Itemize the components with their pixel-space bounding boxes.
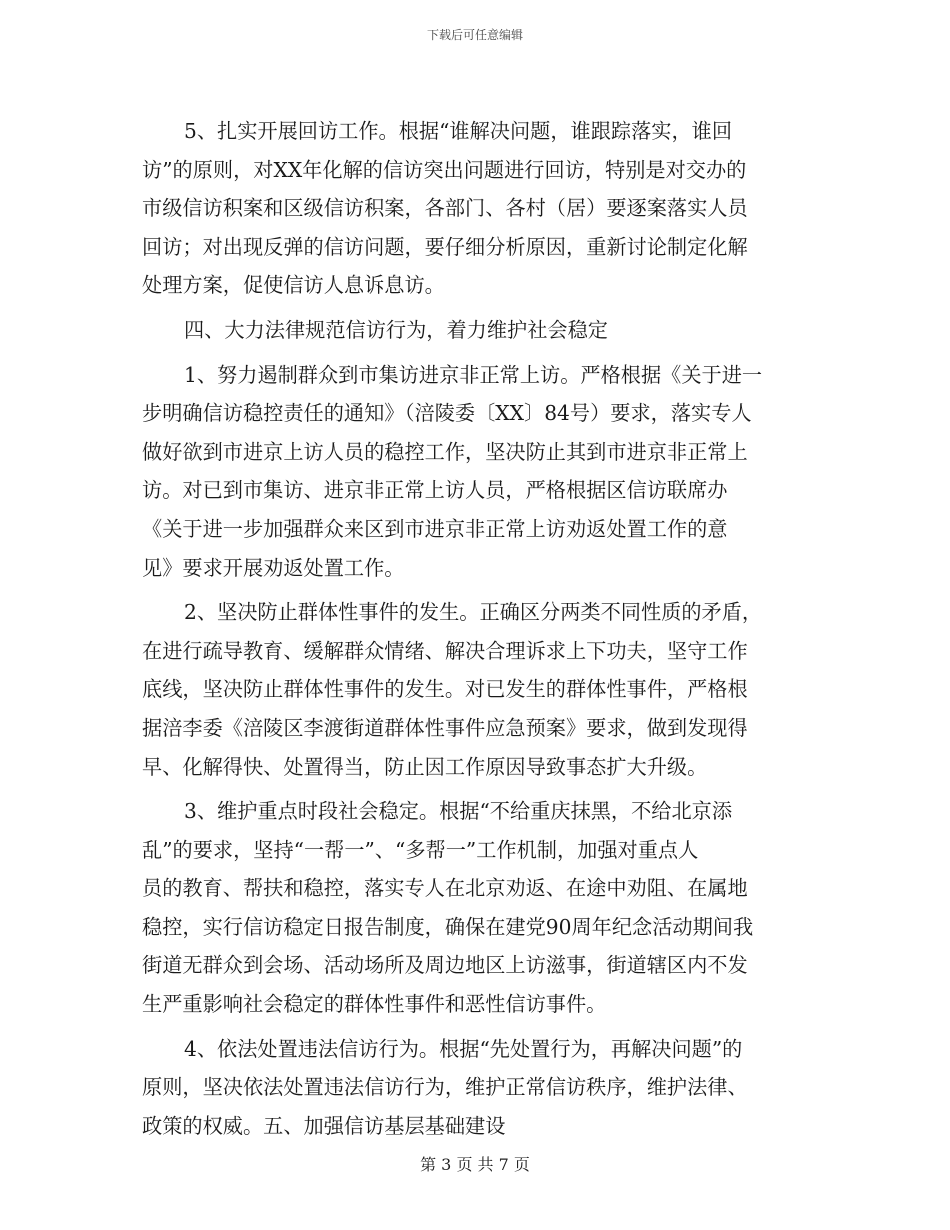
text-line: 原则，坚决依法处置违法信访行为，维护正常信访秩序，维护法律、 xyxy=(142,1075,748,1100)
text-line: 早、化解得快、处置得当，防止因工作原因导致事态扩大升级。 xyxy=(142,754,708,779)
text-line: 回访；对出现反弹的信访问题，要仔细分析原因，重新讨论制定化解 xyxy=(142,234,748,259)
text-line: 《关于进一步加强群众来区到市进京非正常上访劝返处置工作的意 xyxy=(142,516,728,541)
text-line: 四、大力法律规范信访行为，着力维护社会稳定 xyxy=(184,317,608,342)
text-line: 1、努力遏制群众到市集访进京非正常上访。严格根据《关于进一 xyxy=(184,362,763,387)
text-line: 街道无群众到会场、活动场所及周边地区上访滋事，街道辖区内不发 xyxy=(142,953,748,978)
text-line: 底线，坚决防止群体性事件的发生。对已发生的群体性事件，严格根 xyxy=(142,677,748,702)
text-line: 在进行疏导教育、缓解群众情绪、解决合理诉求上下功夫，坚守工作 xyxy=(142,638,748,663)
paragraph xyxy=(142,311,812,350)
text-line: 做好欲到市进京上访人员的稳控工作，坚决防止其到市进京非正常上 xyxy=(142,439,748,464)
text-line: 生严重影响社会稳定的群体性事件和恶性信访事件。 xyxy=(142,992,607,1017)
text-line: 4、依法处置违法信访行为。根据“先处置行为，再解决问题”的 xyxy=(184,1036,743,1061)
document-body xyxy=(142,112,812,1151)
paragraph xyxy=(142,593,812,786)
text-line: 见》要求开展劝返处置工作。 xyxy=(142,555,405,580)
paragraph xyxy=(142,792,812,1024)
text-line: 乱”的要求，坚持“一帮一”、“多帮一”工作机制，加强对重点人 xyxy=(142,837,699,862)
page-footer: 第 3 页 共 7 页 xyxy=(420,1155,530,1174)
text-line: 3、维护重点时段社会稳定。根据“不给重庆抹黑，不给北京添 xyxy=(184,799,733,824)
text-line: 稳控，实行信访稳定日报告制度，确保在建党90周年纪念活动期间我 xyxy=(142,914,754,939)
page-header: 下载后可任意编辑 xyxy=(426,28,523,42)
text-line: 政策的权威。五、加强信访基层基础建设 xyxy=(142,1113,506,1138)
text-line: 2、坚决防止群体性事件的发生。正确区分两类不同性质的矛盾， xyxy=(184,600,763,625)
paragraph xyxy=(142,356,812,588)
paragraph xyxy=(142,112,812,305)
paragraph xyxy=(142,1030,812,1146)
text-line: 访”的原则，对XX年化解的信访突出问题进行回访，特别是对交办的 xyxy=(142,157,747,182)
text-line: 5、扎实开展回访工作。根据“谁解决问题，谁跟踪落实，谁回 xyxy=(184,119,733,143)
text-line: 处理方案，促使信访人息诉息访。 xyxy=(142,273,445,298)
text-line: 访。对已到市集访、进京非正常上访人员，严格根据区信访联席办 xyxy=(142,478,728,503)
text-line: 员的教育、帮扶和稳控，落实专人在北京劝返、在途中劝阻、在属地 xyxy=(142,876,748,901)
text-line: 据涪李委《涪陵区李渡街道群体性事件应急预案》要求，做到发现得 xyxy=(142,715,748,740)
text-line: 市级信访积案和区级信访积案，各部门、各村（居）要逐案落实人员 xyxy=(142,196,748,221)
text-line: 步明确信访稳控责任的通知》（涪陵委〔XX〕84号）要求，落实专人 xyxy=(142,401,752,426)
